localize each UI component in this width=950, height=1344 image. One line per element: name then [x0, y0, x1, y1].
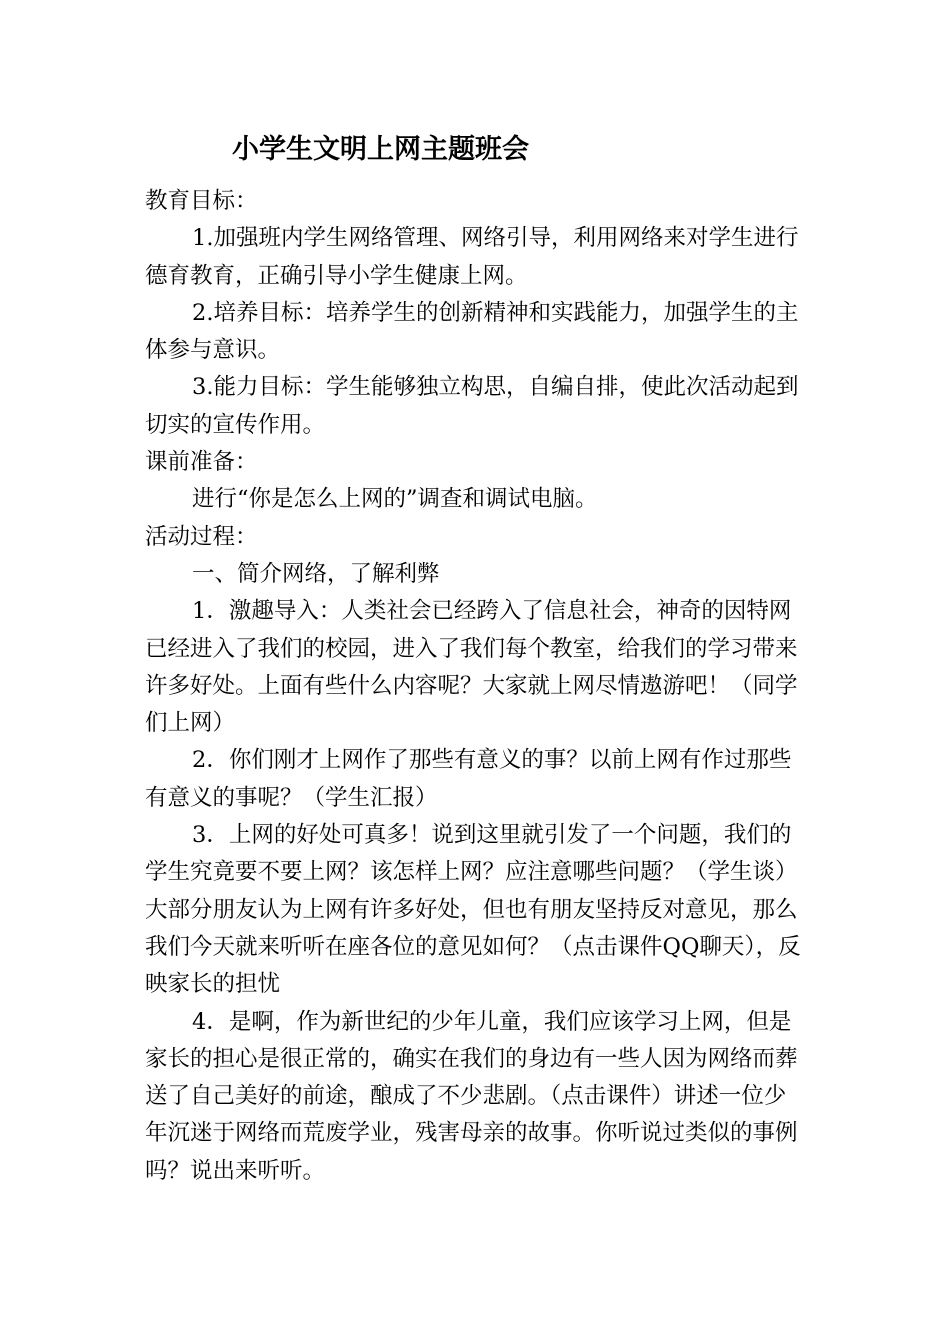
- paragraph-goal-2: 2.培养目标：培养学生的创新精神和实践能力，加强学生的主体参与意识。: [145, 299, 799, 364]
- paragraph-step-2: 2．你们刚才上网作了那些有意义的事？以前上网有作过那些有意义的事呢？（学生汇报）: [145, 747, 792, 811]
- paragraph-preparation: 进行“你是怎么上网的”调查和调试电脑。: [192, 486, 598, 513]
- paragraph-step-3: 3．上网的好处可真多！说到这里就引发了一个问题，我们的学生究竟要不要上网？该怎样上网？应注意哪些问题？（学生谈）大部分朋友认为上网有许多好处，但也有朋友坚持反对意见，那么我们今天就来听听在座各位的意见如何？（点击课件QQ聊天），反映家长的担忧: [145, 822, 801, 998]
- paragraph-step-4: 4．是啊，作为新世纪的少年儿童，我们应该学习上网，但是家长的担心是很正常的，确实在我们的身边有一些人因为网络而葬送了自己美好的前途，酿成了不少悲剧。（点击课件）讲述一位少年沉迷于网络而荒废学业，残害母亲的故事。你听说过类似的事例吗？说出来听听。: [145, 1008, 798, 1184]
- paragraph-step-1: 1．激趣导入：人类社会已经跨入了信息社会，神奇的因特网已经进入了我们的校园，进入了我们每个教室，给我们的学习带来许多好处。上面有些什么内容呢？大家就上网尽情遨游吧！（同学们上网）: [145, 598, 798, 737]
- section-heading-process: 活动过程：: [145, 523, 258, 550]
- document-body: [145, 183, 805, 1190]
- section-heading-preparation: 课前准备：: [145, 449, 258, 476]
- paragraph-subheading-1: 一、简介网络，了解利弊: [192, 560, 440, 587]
- paragraph-goal-3: 3.能力目标：学生能够独立构思，自编自排，使此次活动起到切实的宣传作用。: [145, 374, 799, 438]
- section-heading-goals: 教育目标：: [145, 188, 258, 214]
- document-title: 小学生文明上网主题班会: [232, 134, 529, 165]
- paragraph-goal-1: 1.加强班内学生网络管理、网络引导，利用网络来对学生进行德育教育，正确引导小学生健康上网。: [145, 225, 799, 289]
